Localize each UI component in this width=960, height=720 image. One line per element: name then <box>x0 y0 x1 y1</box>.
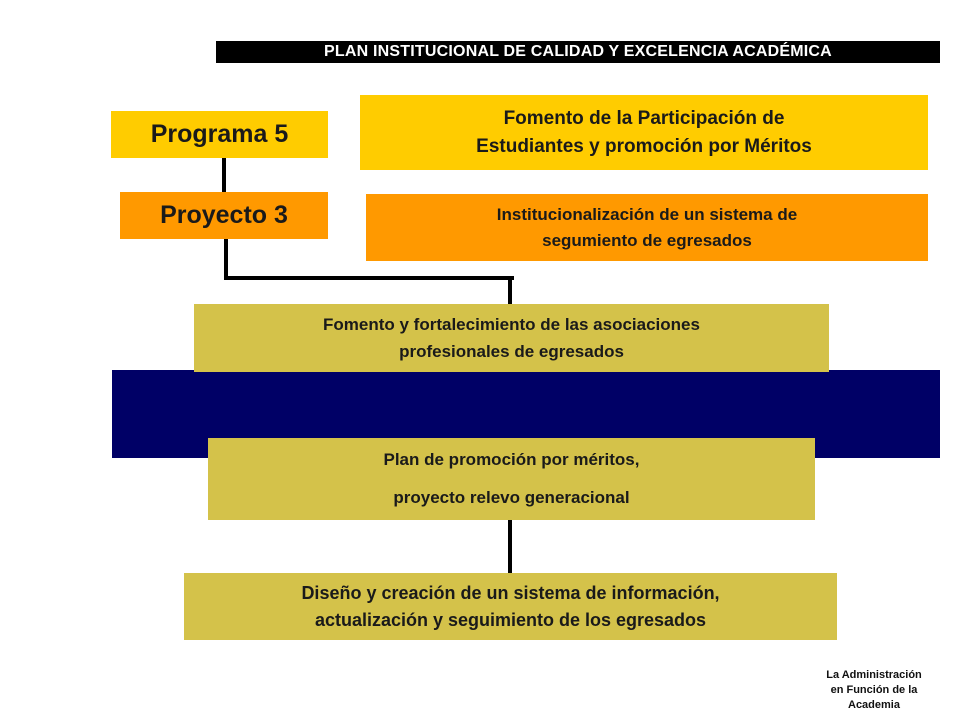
action-box-2 <box>208 438 815 520</box>
connector-horizontal <box>224 276 514 280</box>
proyecto-title-line-2: segumiento de egresados <box>542 230 752 250</box>
proyecto-title-line-1: Institucionalización de un sistema de <box>496 204 798 224</box>
action-1-line-2: profesionales de egresados <box>399 342 624 361</box>
action-1-line-1: Fomento y fortalecimiento de las asociaciones <box>323 315 700 334</box>
footer-line-1: La Administración <box>826 669 922 681</box>
action-3-line-1: Diseño y creación de un sistema de información, <box>301 582 720 603</box>
programa-label-box <box>111 111 328 158</box>
plan-title-bar <box>216 41 940 63</box>
action-box-3 <box>184 573 837 640</box>
footer-note <box>814 668 934 713</box>
action-box-1 <box>194 304 829 372</box>
programa-title-line-2: Estudiantes y promoción por Méritos <box>476 135 812 157</box>
action-2-line-1: Plan de promoción por méritos, <box>383 450 640 469</box>
action-2-line-2: proyecto relevo generacional <box>393 488 630 507</box>
plan-title: PLAN INSTITUCIONAL DE CALIDAD Y EXCELENCIA ACADÉMICA <box>324 43 832 60</box>
proyecto-label-box <box>120 192 328 239</box>
programa-title-line-1: Fomento de la Participación de <box>503 107 785 129</box>
footer-line-2: en Función de la <box>830 684 918 696</box>
action-3-line-2: actualización y seguimiento de los egresados <box>314 609 707 630</box>
footer-line-3: Academia <box>848 699 900 711</box>
proyecto-title-box <box>366 194 928 261</box>
connector-proyecto-down <box>224 239 228 279</box>
connector-programa-proyecto <box>222 158 226 192</box>
programa-title-box <box>360 95 928 170</box>
programa-label: Programa 5 <box>150 120 289 148</box>
proyecto-label: Proyecto 3 <box>160 201 288 229</box>
